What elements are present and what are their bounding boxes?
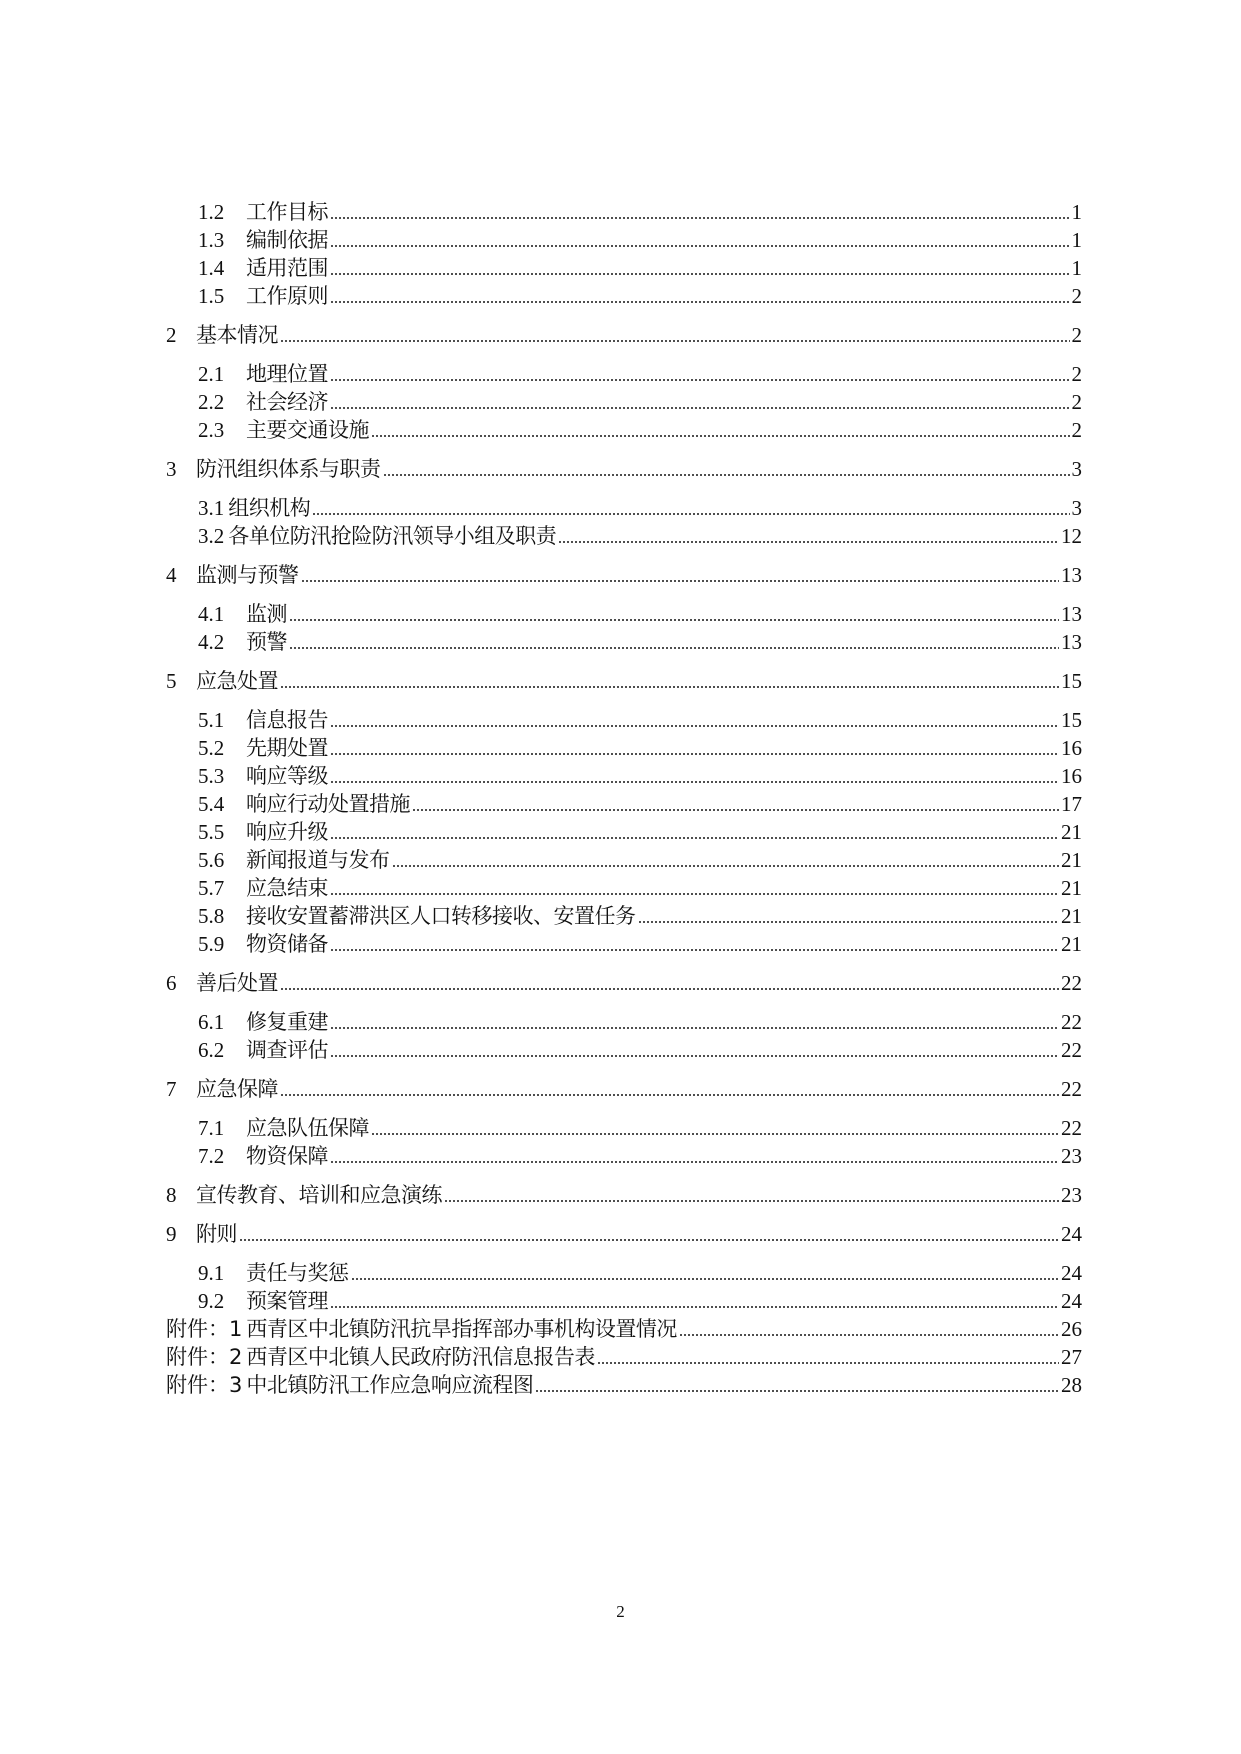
- toc-entry-number: 5.8: [198, 904, 225, 928]
- toc-entry-title: 应急处置: [196, 669, 278, 693]
- toc-entry[interactable]: [198, 225, 1082, 255]
- toc-entry[interactable]: [198, 845, 1082, 875]
- toc-entry-number: 7.2: [198, 1144, 225, 1168]
- toc-entry-number: 6: [166, 971, 177, 995]
- toc-entry-title: 防汛组织体系与职责: [196, 457, 381, 481]
- toc-entry-page: 13: [1061, 563, 1082, 587]
- toc-entry-page: 22: [1061, 1010, 1082, 1034]
- toc-entry-title: 响应等级: [246, 764, 328, 788]
- dot-leader: [330, 1025, 1059, 1031]
- toc-entry[interactable]: [198, 1286, 1082, 1316]
- toc-entry[interactable]: [198, 1113, 1082, 1143]
- toc-entry-title: 西青区中北镇防汛抗旱指挥部办事机构设置情况: [246, 1317, 677, 1341]
- toc-entry-title: 编制依据: [246, 228, 328, 252]
- toc-entry-title: 应急队伍保障: [246, 1116, 369, 1140]
- dot-leader: [330, 405, 1070, 411]
- toc-entry[interactable]: [198, 493, 1082, 523]
- toc-entry-number: 4.2: [198, 630, 225, 654]
- toc-entry[interactable]: [166, 1314, 1082, 1344]
- toc-entry-number: 2.3: [198, 418, 225, 442]
- toc-entry[interactable]: [198, 1141, 1082, 1171]
- toc-entry-title: 先期处置: [246, 736, 328, 760]
- toc-entry-page: 24: [1061, 1261, 1082, 1285]
- toc-entry[interactable]: [198, 197, 1082, 227]
- toc-entry-page: 16: [1061, 764, 1082, 788]
- toc-entry-page: 2: [1071, 418, 1082, 442]
- toc-entry[interactable]: [166, 1180, 1082, 1210]
- toc-entry-page: 3: [1071, 457, 1082, 481]
- toc-entry-page: 21: [1061, 932, 1082, 956]
- toc-entry-number: 5.3: [198, 764, 225, 788]
- toc-entry-number: 附件：2: [166, 1345, 243, 1369]
- dot-leader: [330, 243, 1070, 249]
- dot-leader: [371, 433, 1070, 439]
- toc-entry-page: 1: [1071, 256, 1082, 280]
- toc-entry-page: 2: [1071, 284, 1082, 308]
- toc-entry[interactable]: [198, 627, 1082, 657]
- toc-entry-title: 预警: [246, 630, 287, 654]
- toc-entry-number: 1.3: [198, 228, 225, 252]
- toc-entry-number: 5.9: [198, 932, 225, 956]
- toc-entry-number: 4.1: [198, 602, 225, 626]
- toc-entry-number: 3.2: [198, 524, 225, 548]
- dot-leader: [301, 578, 1060, 584]
- toc-entry[interactable]: [166, 454, 1082, 484]
- toc-entry[interactable]: [198, 281, 1082, 311]
- dot-leader: [330, 377, 1070, 383]
- dot-leader: [351, 1276, 1060, 1282]
- toc-entry[interactable]: [198, 415, 1082, 445]
- toc-entry-page: 2: [1071, 390, 1082, 414]
- toc-entry-title: 善后处置: [196, 971, 278, 995]
- dot-leader: [330, 1159, 1059, 1165]
- dot-leader: [330, 299, 1070, 305]
- toc-entry-page: 13: [1061, 602, 1082, 626]
- toc-entry[interactable]: [198, 705, 1082, 735]
- toc-entry-number: 5.2: [198, 736, 225, 760]
- toc-entry-page: 2: [1071, 362, 1082, 386]
- toc-entry-title: 适用范围: [246, 256, 328, 280]
- toc-entry[interactable]: [198, 789, 1082, 819]
- toc-entry-number: 5.6: [198, 848, 225, 872]
- toc-entry-page: 12: [1061, 524, 1082, 548]
- dot-leader: [679, 1332, 1059, 1338]
- toc-entry-title: 地理位置: [246, 362, 328, 386]
- toc-entry-title: 组织机构: [228, 496, 311, 520]
- dot-leader: [330, 1304, 1059, 1310]
- toc-entry-title: 基本情况: [196, 323, 278, 347]
- toc-entry-title: 附则: [196, 1222, 237, 1246]
- toc-entry-title: 信息报告: [246, 708, 328, 732]
- dot-leader: [412, 807, 1059, 813]
- toc-entry-number: 2: [166, 323, 177, 347]
- toc-entry[interactable]: [198, 733, 1082, 763]
- dot-leader: [371, 1131, 1059, 1137]
- toc-entry-title: 修复重建: [246, 1010, 328, 1034]
- dot-leader: [330, 723, 1059, 729]
- toc-entry-page: 21: [1061, 848, 1082, 872]
- toc-entry-number: 1.2: [198, 200, 225, 224]
- toc-entry-page: 22: [1061, 1077, 1082, 1101]
- dot-leader: [638, 919, 1060, 925]
- dot-leader: [330, 835, 1059, 841]
- toc-entry[interactable]: [166, 1074, 1082, 1104]
- toc-entry-page: 27: [1061, 1345, 1082, 1369]
- toc-entry-page: 17: [1061, 792, 1082, 816]
- toc-entry-title: 应急结束: [246, 876, 328, 900]
- toc-entry-page: 15: [1061, 669, 1082, 693]
- toc-entry-number: 6.1: [198, 1010, 225, 1034]
- toc-entry-title: 责任与奖惩: [246, 1261, 349, 1285]
- toc-entry-title: 调查评估: [246, 1038, 328, 1062]
- toc-entry-title: 响应升级: [246, 820, 328, 844]
- dot-leader: [330, 751, 1059, 757]
- toc-entry-page: 16: [1061, 736, 1082, 760]
- toc-entry-title: 主要交通设施: [246, 418, 369, 442]
- toc-entry-number: 5.1: [198, 708, 225, 732]
- toc-entry-number: 5.4: [198, 792, 225, 816]
- dot-leader: [444, 1198, 1059, 1204]
- toc-entry-page: 3: [1071, 496, 1082, 520]
- toc-entry[interactable]: [198, 929, 1082, 959]
- dot-leader: [289, 617, 1059, 623]
- toc-entry-title: 预案管理: [246, 1289, 328, 1313]
- toc-entry-page: 15: [1061, 708, 1082, 732]
- toc-entry-title: 应急保障: [196, 1077, 278, 1101]
- toc-entry-number: 1.4: [198, 256, 225, 280]
- dot-leader: [289, 645, 1059, 651]
- toc-entry[interactable]: [198, 521, 1082, 551]
- dot-leader: [330, 947, 1059, 953]
- dot-leader: [330, 891, 1059, 897]
- dot-leader: [330, 271, 1070, 277]
- toc-entry-title: 各单位防汛抢险防汛领导小组及职责: [228, 524, 557, 548]
- toc-entry[interactable]: [198, 387, 1082, 417]
- toc-entry-page: 22: [1061, 971, 1082, 995]
- toc-entry-number: 3: [166, 457, 177, 481]
- toc-entry[interactable]: [198, 901, 1082, 931]
- toc-entry-page: 1: [1071, 228, 1082, 252]
- toc-entry[interactable]: [166, 968, 1082, 998]
- toc-entry-title: 社会经济: [246, 390, 328, 414]
- toc-entry-number: 6.2: [198, 1038, 225, 1062]
- toc-entry[interactable]: [166, 1342, 1082, 1372]
- toc-entry-number: 5: [166, 669, 177, 693]
- toc-entry-page: 2: [1071, 323, 1082, 347]
- toc-entry-title: 西青区中北镇人民政府防汛信息报告表: [246, 1345, 595, 1369]
- toc-entry-title: 监测与预警: [196, 563, 299, 587]
- dot-leader: [280, 986, 1059, 992]
- toc-entry-title: 监测: [246, 602, 287, 626]
- toc-entry-title: 工作原则: [246, 284, 328, 308]
- dot-leader: [330, 215, 1070, 221]
- toc-entry-page: 28: [1061, 1373, 1082, 1397]
- toc-entry-number: 7.1: [198, 1116, 225, 1140]
- toc-entry-title: 接收安置蓄滞洪区人口转移接收、安置任务: [246, 904, 636, 928]
- toc-entry-page: 23: [1061, 1144, 1082, 1168]
- toc-entry-title: 新闻报道与发布: [246, 848, 390, 872]
- toc-entry-number: 2.1: [198, 362, 225, 386]
- toc-entry-page: 23: [1061, 1183, 1082, 1207]
- toc-entry-page: 24: [1061, 1222, 1082, 1246]
- toc-entry[interactable]: [166, 320, 1082, 350]
- toc-entry-number: 3.1: [198, 496, 225, 520]
- toc-entry-title: 工作目标: [246, 200, 328, 224]
- toc-entry-page: 22: [1061, 1038, 1082, 1062]
- dot-leader: [280, 1092, 1059, 1098]
- toc-entry-number: 附件：3: [166, 1373, 243, 1397]
- dot-leader: [330, 1053, 1059, 1059]
- toc-entry-number: 7: [166, 1077, 177, 1101]
- toc-entry-number: 1.5: [198, 284, 225, 308]
- toc-entry[interactable]: [198, 1035, 1082, 1065]
- toc-entry-page: 1: [1071, 200, 1082, 224]
- toc-entry[interactable]: [166, 1219, 1082, 1249]
- page-number: 2: [616, 1602, 625, 1621]
- toc-entry-title: 中北镇防汛工作应急响应流程图: [246, 1373, 534, 1397]
- toc-entry-title: 宣传教育、培训和应急演练: [196, 1183, 442, 1207]
- toc-entry[interactable]: [198, 253, 1082, 283]
- toc-entry[interactable]: [198, 1258, 1082, 1288]
- toc-entry-number: 9.1: [198, 1261, 225, 1285]
- toc-entry-number: 8: [166, 1183, 177, 1207]
- dot-leader: [597, 1360, 1059, 1366]
- toc-entry[interactable]: [198, 359, 1082, 389]
- toc-entry-page: 13: [1061, 630, 1082, 654]
- dot-leader: [535, 1388, 1059, 1394]
- toc-entry-page: 21: [1061, 820, 1082, 844]
- toc-entry-number: 9: [166, 1222, 177, 1246]
- dot-leader: [280, 684, 1059, 690]
- toc-entry[interactable]: [198, 761, 1082, 791]
- toc-entry-title: 物资储备: [246, 932, 328, 956]
- toc-entry[interactable]: [198, 599, 1082, 629]
- toc-entry-page: 26: [1061, 1317, 1082, 1341]
- toc-entry-page: 21: [1061, 904, 1082, 928]
- toc-entry-page: 22: [1061, 1116, 1082, 1140]
- toc-entry-number: 4: [166, 563, 177, 587]
- toc-entry-title: 响应行动处置措施: [246, 792, 410, 816]
- toc-entry[interactable]: [198, 1007, 1082, 1037]
- dot-leader: [280, 338, 1070, 344]
- toc-entry[interactable]: [166, 666, 1082, 696]
- dot-leader: [239, 1237, 1059, 1243]
- dot-leader: [330, 779, 1059, 785]
- dot-leader: [392, 863, 1060, 869]
- toc-entry-number: 附件：1: [166, 1317, 243, 1341]
- toc-entry[interactable]: [166, 560, 1082, 590]
- toc-entry-title: 物资保障: [246, 1144, 328, 1168]
- toc-entry-number: 5.7: [198, 876, 225, 900]
- toc-entry-number: 2.2: [198, 390, 225, 414]
- dot-leader: [312, 511, 1069, 517]
- toc-entry[interactable]: [198, 817, 1082, 847]
- dot-leader: [558, 539, 1059, 545]
- toc-entry-page: 21: [1061, 876, 1082, 900]
- toc-entry[interactable]: [198, 873, 1082, 903]
- toc-entry-number: 5.5: [198, 820, 225, 844]
- toc-entry[interactable]: [166, 1370, 1082, 1400]
- toc-entry-number: 9.2: [198, 1289, 225, 1313]
- toc-entry-page: 24: [1061, 1289, 1082, 1313]
- dot-leader: [383, 472, 1070, 478]
